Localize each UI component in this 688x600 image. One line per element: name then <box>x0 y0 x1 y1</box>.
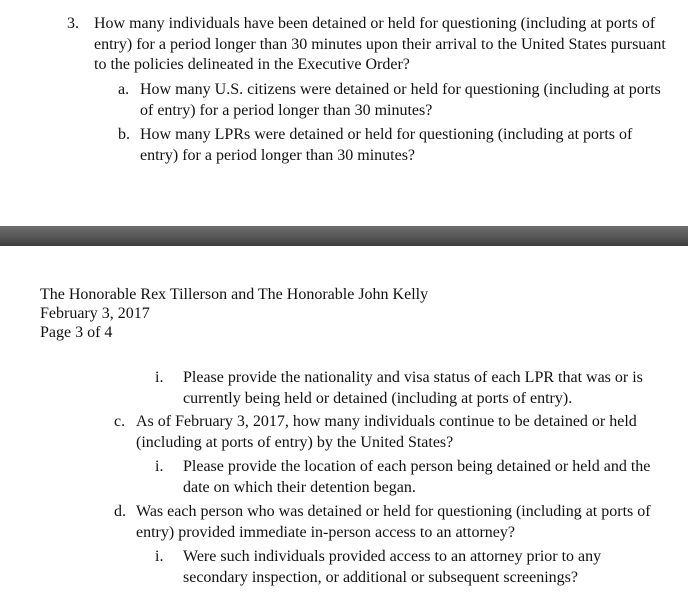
page-separator <box>0 226 688 246</box>
question-3-number: 3. <box>67 15 79 32</box>
letter-header <box>40 285 428 342</box>
question-3c-text: As of February 3, 2017, how many individuals continue to be detained or held (including at ports of entry) by the United States? <box>136 413 637 451</box>
question-3d-i <box>155 547 665 588</box>
question-3d-i-marker: i. <box>155 548 164 565</box>
question-3b-marker: b. <box>118 126 130 143</box>
question-3b-i <box>155 368 665 409</box>
question-3c <box>114 412 670 453</box>
question-3d-text: Was each person who was detained or held for questioning (including at ports of entry) provided immediate in-person access to an attorney? <box>136 503 651 541</box>
question-3a <box>118 80 670 121</box>
question-3d-i-text: Were such individuals provided access to an attorney prior to any secondary inspection, or additional or subsequent screenings? <box>183 548 602 586</box>
question-3d <box>114 502 670 543</box>
addressees: The Honorable Rex Tillerson and The Honorable John Kelly <box>40 286 429 303</box>
letter-date: February 3, 2017 <box>40 305 150 322</box>
question-3c-marker: c. <box>114 413 126 430</box>
question-3c-i-marker: i. <box>155 458 164 475</box>
question-3 <box>67 14 667 76</box>
question-3d-marker: d. <box>114 503 126 520</box>
question-3c-i <box>155 457 665 498</box>
question-3a-text: How many U.S. citizens were detained or held for questioning (including at ports of entry) for a period longer than 30 minutes? <box>140 81 661 119</box>
question-3c-i-text: Please provide the location of each person being detained or held and the date on which their detention began. <box>183 458 651 496</box>
question-3-text: How many individuals have been detained or held for questioning (including at ports of entry) for a period longer than 30 minutes upon their arrival to the United States pursuant to the policies delineated in the Executive Order? <box>94 15 666 73</box>
question-3b-i-text: Please provide the nationality and visa status of each LPR that was or is currently being held or detained (including at ports of entry). <box>183 369 643 407</box>
question-3b-text: How many LPRs were detained or held for questioning (including at ports of entry) for a period longer than 30 minutes? <box>140 126 633 164</box>
question-3a-marker: a. <box>118 81 130 98</box>
question-3b-i-marker: i. <box>155 369 164 386</box>
page-number: Page 3 of 4 <box>40 324 113 341</box>
question-3b <box>118 125 670 166</box>
